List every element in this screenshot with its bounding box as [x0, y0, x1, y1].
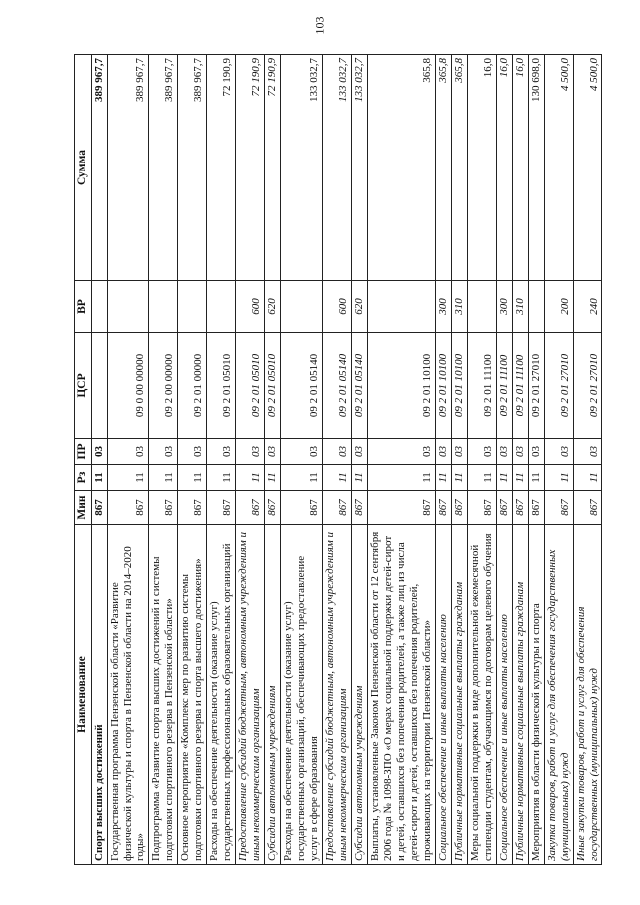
page-number: 103 — [312, 16, 327, 35]
cell-sum: 365,8 — [367, 55, 435, 281]
cell-sum: 4 500,0 — [544, 55, 573, 281]
cell-pr: 03 — [496, 439, 512, 465]
cell-name: Публичные нормативные социальные выплаты гражданам — [451, 525, 467, 865]
cell-rz: 11 — [107, 465, 149, 491]
cell-min: 867 — [367, 491, 435, 525]
cell-sum: 389 967,7 — [178, 55, 207, 281]
cell-sum: 16,0 — [496, 55, 512, 281]
cell-sum: 16,0 — [512, 55, 528, 281]
cell-vr: 310 — [512, 281, 528, 333]
table-row — [265, 55, 281, 865]
table-row — [91, 55, 107, 865]
cell-rz: 11 — [451, 465, 467, 491]
cell-name: Основное мероприятие «Комплекс мер по развитию системы подготовки спортивного резерва и спорта высшего достижения» — [178, 525, 207, 865]
cell-rz: 11 — [149, 465, 178, 491]
cell-sum: 389 967,7 — [107, 55, 149, 281]
cell-vr: 620 — [352, 281, 368, 333]
cell-vr — [149, 281, 178, 333]
cell-vr — [367, 281, 435, 333]
cell-rz: 11 — [207, 465, 236, 491]
cell-name: Предоставление субсидий бюджетным, автономным учреждениям и иным некоммерческим организациям — [236, 525, 265, 865]
cell-csr: 09 2 01 10100 — [451, 333, 467, 439]
cell-pr: 03 — [528, 439, 544, 465]
cell-sum: 133 032,7 — [352, 55, 368, 281]
cell-min: 867 — [467, 491, 496, 525]
cell-pr: 03 — [467, 439, 496, 465]
cell-pr: 03 — [352, 439, 368, 465]
cell-sum: 72 190,9 — [236, 55, 265, 281]
cell-rz: 11 — [178, 465, 207, 491]
cell-csr: 09 2 01 05010 — [265, 333, 281, 439]
cell-name: Подпрограмма «Развитие спорта высших достижений и системы подготовки спортивного резерва в Пензенской области» — [149, 525, 178, 865]
table-header-row — [75, 55, 92, 865]
cell-rz: 11 — [367, 465, 435, 491]
cell-sum: 130 698,0 — [528, 55, 544, 281]
cell-min: 867 — [512, 491, 528, 525]
cell-sum: 16,0 — [467, 55, 496, 281]
cell-vr — [107, 281, 149, 333]
cell-pr: 03 — [107, 439, 149, 465]
cell-vr: 240 — [573, 281, 602, 333]
cell-csr: 09 2 01 05140 — [352, 333, 368, 439]
cell-vr: 200 — [544, 281, 573, 333]
cell-rz: 11 — [323, 465, 352, 491]
cell-sum: 72 190,9 — [207, 55, 236, 281]
cell-min: 867 — [236, 491, 265, 525]
cell-csr: 09 0 00 00000 — [107, 333, 149, 439]
cell-pr: 03 — [573, 439, 602, 465]
cell-rz: 11 — [512, 465, 528, 491]
cell-rz: 11 — [467, 465, 496, 491]
table-row — [573, 55, 602, 865]
cell-name: Предоставление субсидий бюджетным, автономным учреждениям и иным некоммерческим организациям — [323, 525, 352, 865]
cell-csr: 09 2 01 27010 — [528, 333, 544, 439]
budget-table — [74, 54, 602, 865]
cell-rz: 11 — [91, 465, 107, 491]
cell-min: 867 — [496, 491, 512, 525]
cell-min: 867 — [107, 491, 149, 525]
cell-sum: 133 032,7 — [323, 55, 352, 281]
table-row — [496, 55, 512, 865]
cell-pr: 03 — [281, 439, 323, 465]
cell-min: 867 — [265, 491, 281, 525]
cell-name: Публичные нормативные социальные выплаты гражданам — [512, 525, 528, 865]
table-row — [178, 55, 207, 865]
cell-sum: 389 967,7 — [149, 55, 178, 281]
cell-rz: 11 — [281, 465, 323, 491]
cell-pr: 03 — [512, 439, 528, 465]
cell-vr: 310 — [451, 281, 467, 333]
cell-min: 867 — [281, 491, 323, 525]
cell-pr: 03 — [435, 439, 451, 465]
budget-table-container — [74, 55, 600, 865]
cell-pr: 03 — [91, 439, 107, 465]
cell-min: 867 — [149, 491, 178, 525]
cell-rz: 11 — [236, 465, 265, 491]
cell-vr — [467, 281, 496, 333]
cell-csr: 09 2 01 05010 — [207, 333, 236, 439]
cell-rz: 11 — [544, 465, 573, 491]
cell-rz: 11 — [528, 465, 544, 491]
table-row — [323, 55, 352, 865]
cell-pr: 03 — [178, 439, 207, 465]
cell-min: 867 — [451, 491, 467, 525]
cell-pr: 03 — [236, 439, 265, 465]
cell-min: 867 — [573, 491, 602, 525]
cell-csr: 09 2 01 10100 — [367, 333, 435, 439]
cell-sum: 389 967,7 — [91, 55, 107, 281]
cell-sum: 365,8 — [435, 55, 451, 281]
cell-csr: 09 2 01 05140 — [323, 333, 352, 439]
cell-name: Субсидии автономным учреждениям — [265, 525, 281, 865]
cell-csr — [91, 333, 107, 439]
cell-vr — [178, 281, 207, 333]
cell-csr: 09 2 01 05010 — [236, 333, 265, 439]
cell-sum: 365,8 — [451, 55, 467, 281]
table-row — [149, 55, 178, 865]
cell-vr — [91, 281, 107, 333]
cell-name: Расходы на обеспечение деятельности (оказание услуг) государственных организаций, обеспечивающих предоставление услуг в сфере образования — [281, 525, 323, 865]
cell-pr: 03 — [265, 439, 281, 465]
cell-name: Расходы на обеспечение деятельности (оказание услуг) государственных профессиональных образовательных организаций — [207, 525, 236, 865]
header-pr: ПР — [75, 439, 92, 465]
cell-name: Спорт высших достижений — [91, 525, 107, 865]
header-name: Наименование — [75, 525, 92, 865]
table-row — [367, 55, 435, 865]
cell-name: Социальное обеспечение и иные выплаты населению — [496, 525, 512, 865]
header-min: Мин — [75, 491, 92, 525]
cell-csr: 09 2 01 27010 — [573, 333, 602, 439]
cell-pr: 03 — [367, 439, 435, 465]
table-row — [528, 55, 544, 865]
cell-min: 867 — [323, 491, 352, 525]
table-row — [512, 55, 528, 865]
cell-name: Выплаты, установленные Законом Пензенской области от 12 сентября 2006 года № 1098-ЗПО «О мерах социальной поддержки детей-сирот и детей, оставшихся без попечения родителей, а также лиц из числа детей-сирот и детей, оставшихся без попечения родителей, проживающих на территории Пензенской области» — [367, 525, 435, 865]
cell-csr: 09 2 01 05140 — [281, 333, 323, 439]
cell-rz: 11 — [435, 465, 451, 491]
table-row — [236, 55, 265, 865]
cell-name: Иные закупки товаров, работ и услуг для обеспечения государственных (муниципальных) нужд — [573, 525, 602, 865]
header-rz: Рз — [75, 465, 92, 491]
table-row — [207, 55, 236, 865]
cell-min: 867 — [352, 491, 368, 525]
cell-sum: 72 190,9 — [265, 55, 281, 281]
cell-csr: 09 2 01 00000 — [178, 333, 207, 439]
cell-pr: 03 — [451, 439, 467, 465]
cell-vr: 600 — [236, 281, 265, 333]
cell-rz: 11 — [496, 465, 512, 491]
cell-csr: 09 2 01 27010 — [544, 333, 573, 439]
cell-vr: 300 — [496, 281, 512, 333]
cell-pr: 03 — [544, 439, 573, 465]
cell-vr: 600 — [323, 281, 352, 333]
table-row — [467, 55, 496, 865]
cell-name: Субсидии автономным учреждениям — [352, 525, 368, 865]
table-row — [281, 55, 323, 865]
table-row — [451, 55, 467, 865]
cell-vr: 620 — [265, 281, 281, 333]
header-vr: ВР — [75, 281, 92, 333]
cell-min: 867 — [91, 491, 107, 525]
cell-pr: 03 — [149, 439, 178, 465]
table-row — [435, 55, 451, 865]
cell-sum: 133 032,7 — [281, 55, 323, 281]
cell-csr: 09 2 00 00000 — [149, 333, 178, 439]
cell-vr — [207, 281, 236, 333]
cell-rz: 11 — [573, 465, 602, 491]
cell-vr: 300 — [435, 281, 451, 333]
cell-min: 867 — [544, 491, 573, 525]
table-row — [107, 55, 149, 865]
cell-csr: 09 2 01 10100 — [435, 333, 451, 439]
cell-csr: 09 2 01 11100 — [496, 333, 512, 439]
cell-sum: 4 500,0 — [573, 55, 602, 281]
cell-min: 867 — [207, 491, 236, 525]
cell-name: Социальное обеспечение и иные выплаты населению — [435, 525, 451, 865]
table-row — [544, 55, 573, 865]
cell-name: Закупка товаров, работ и услуг для обеспечения государственных (муниципальных) нужд — [544, 525, 573, 865]
cell-vr — [528, 281, 544, 333]
cell-csr: 09 2 01 11100 — [467, 333, 496, 439]
header-csr: ЦСР — [75, 333, 92, 439]
cell-min: 867 — [435, 491, 451, 525]
cell-name: Мероприятия в области физической культуры и спорта — [528, 525, 544, 865]
cell-min: 867 — [528, 491, 544, 525]
cell-min: 867 — [178, 491, 207, 525]
cell-name: Меры социальной поддержки в виде дополнительной ежемесячной стипендии студентам, обучающимся по договорам целевого обучения — [467, 525, 496, 865]
cell-pr: 03 — [323, 439, 352, 465]
table-row — [352, 55, 368, 865]
cell-pr: 03 — [207, 439, 236, 465]
cell-csr: 09 2 01 11100 — [512, 333, 528, 439]
cell-rz: 11 — [265, 465, 281, 491]
cell-name: Государственная программа Пензенской области «Развитие физической культуры и спорта в Пензенской области на 2014–2020 годы» — [107, 525, 149, 865]
header-sum: Сумма — [75, 55, 92, 281]
cell-rz: 11 — [352, 465, 368, 491]
cell-vr — [281, 281, 323, 333]
